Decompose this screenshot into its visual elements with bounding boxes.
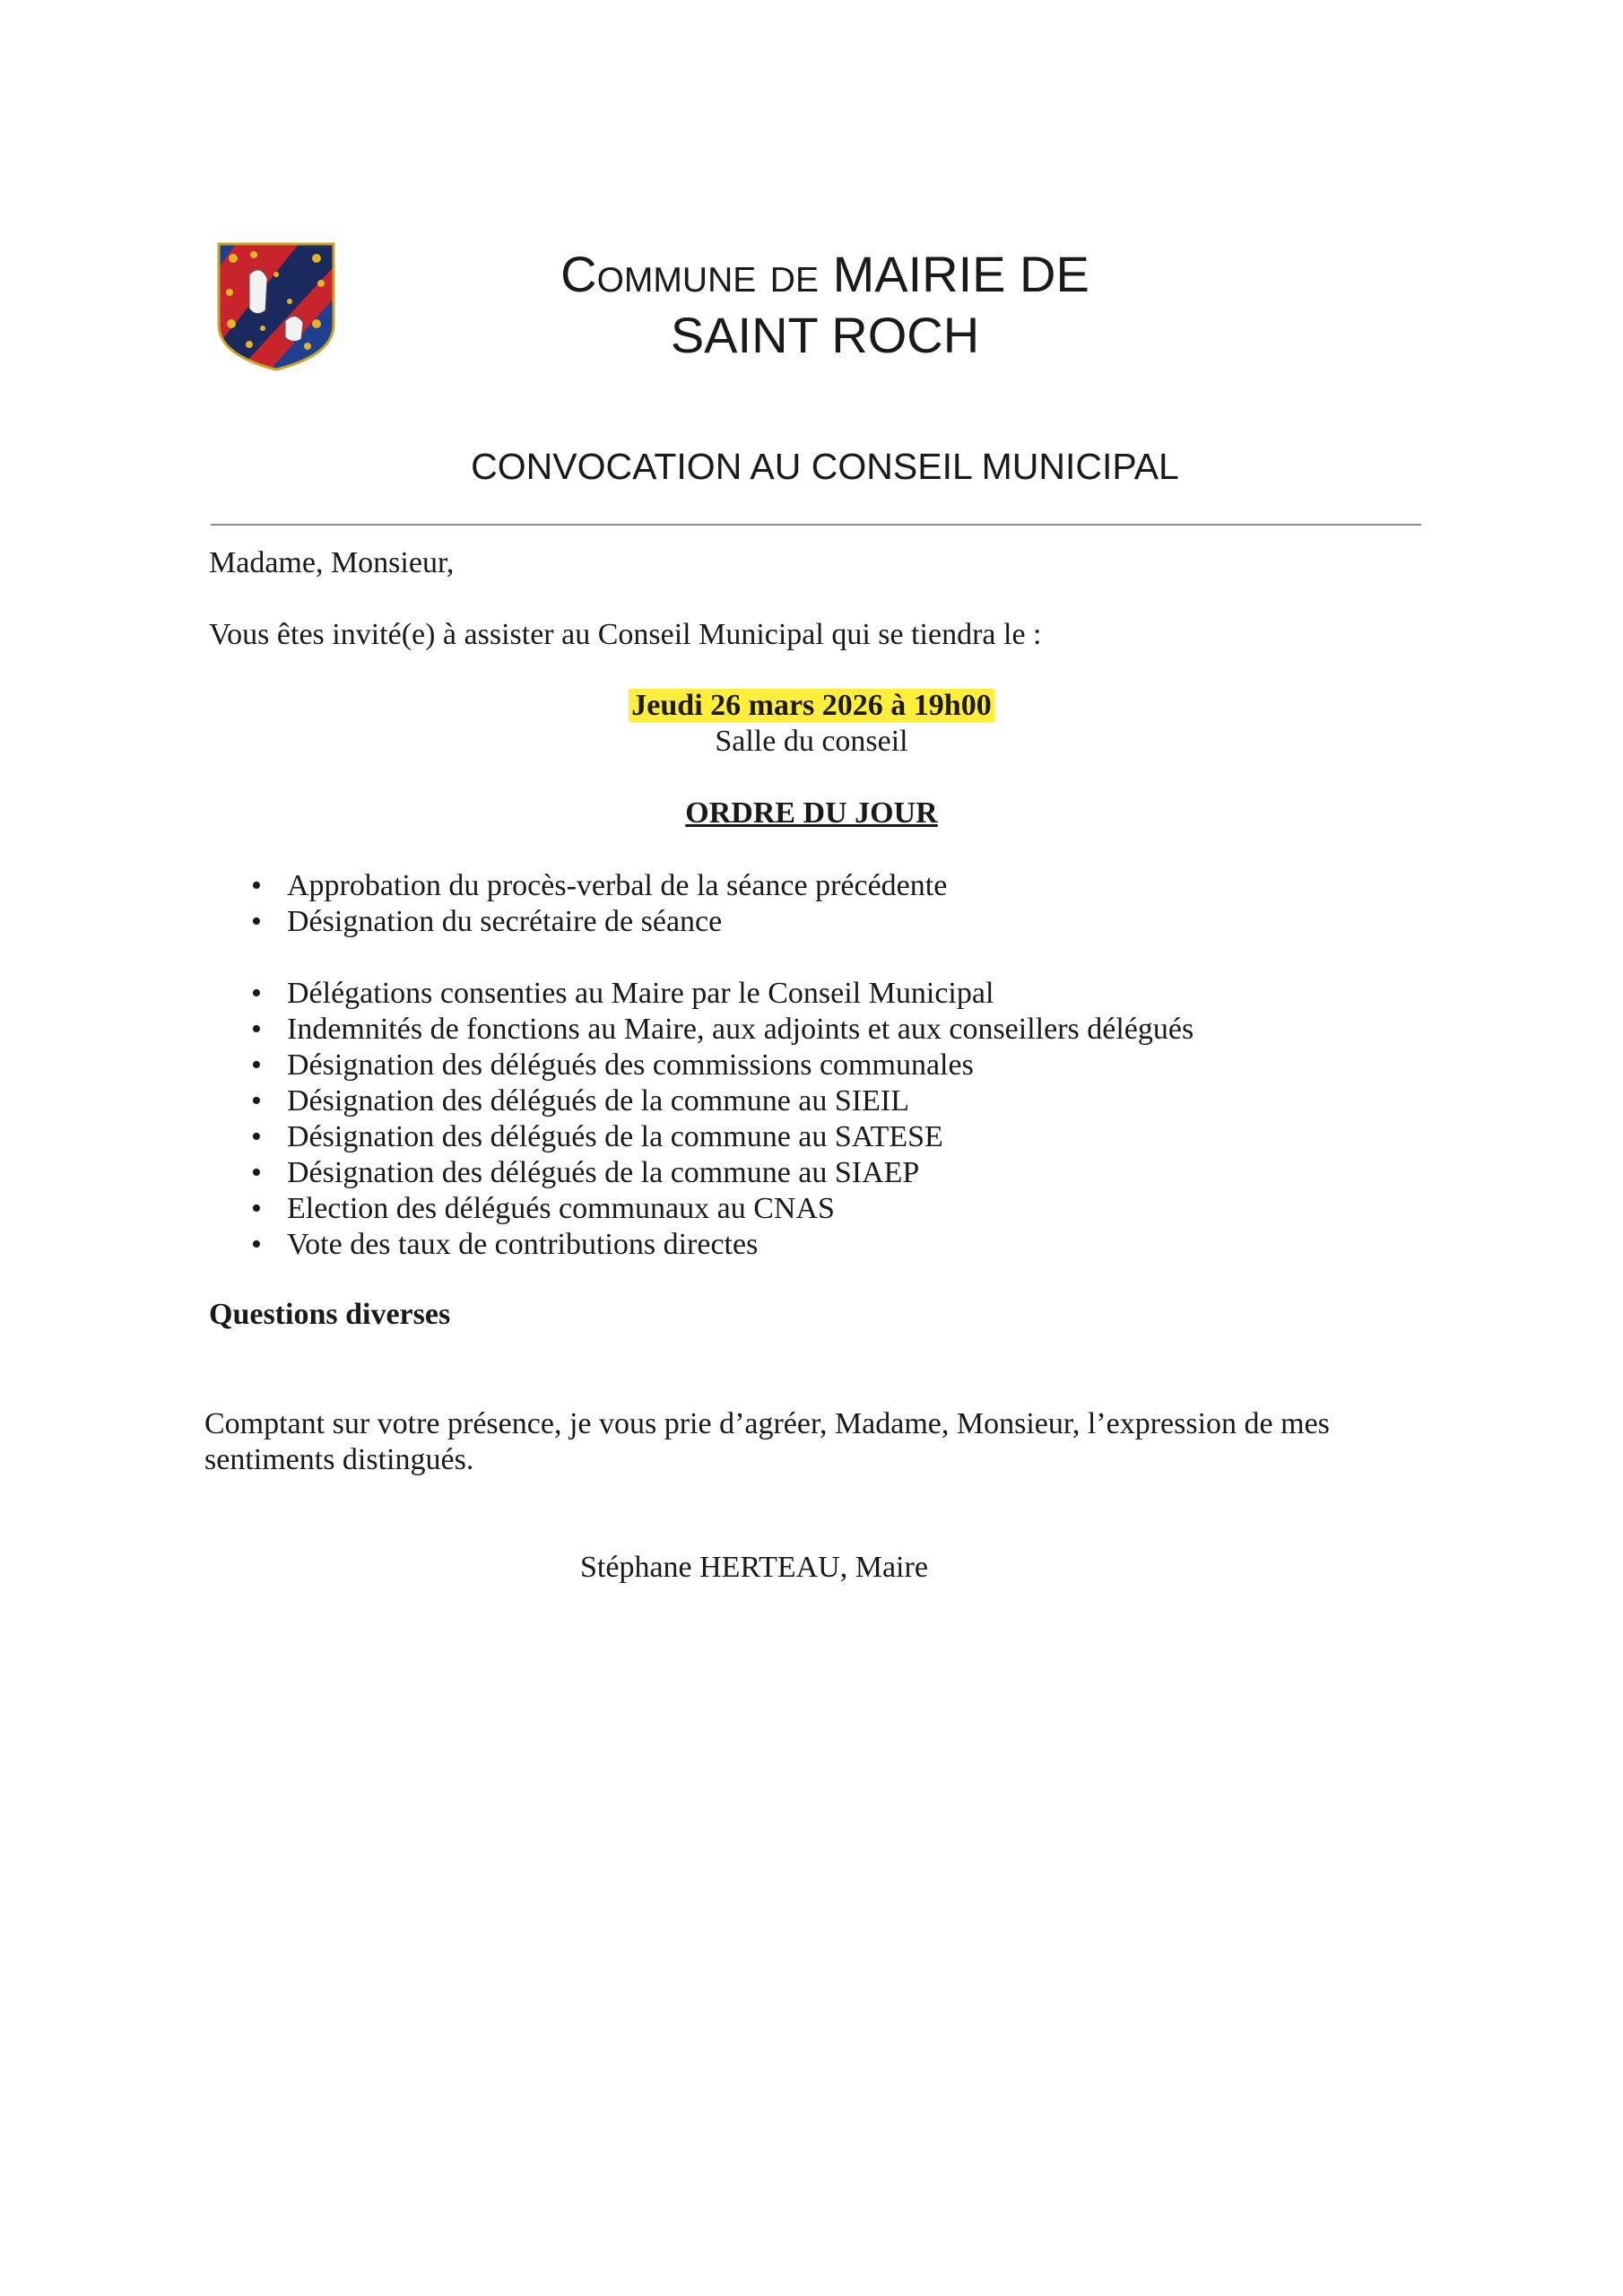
agenda-item-text: Désignation des délégués de la commune au SATESE: [287, 1120, 943, 1153]
bullet-icon: •: [251, 1048, 262, 1082]
intro-paragraph: Vous êtes invité(e) à assister au Conseil Municipal qui se tiendra le :: [209, 618, 1042, 651]
bullet-icon: •: [251, 869, 262, 902]
agenda-item-text: Désignation des délégués des commissions communales: [287, 1048, 974, 1082]
bullet-icon: •: [251, 977, 262, 1010]
agenda-item-text: Indemnités de fonctions au Maire, aux adjoints et aux conseillers délégués: [287, 1013, 1194, 1046]
meeting-date-highlight: Jeudi 26 mars 2026 à 19h00: [629, 689, 994, 722]
list-item: [251, 1048, 1193, 1083]
list-item: [251, 868, 947, 904]
header-divider: [211, 524, 1421, 526]
title-line-2: SAINT ROCH: [670, 307, 980, 363]
meeting-date: [0, 688, 1623, 724]
agenda-title: ORDRE DU JOUR: [685, 796, 938, 830]
agenda-item-text: Désignation des délégués de la commune au SIEIL: [287, 1084, 909, 1118]
agenda-item-text: Désignation des délégués de la commune au SIAEP: [287, 1156, 920, 1189]
list-item: [251, 1012, 1193, 1048]
list-item: [251, 1119, 1193, 1155]
bullet-icon: •: [251, 1120, 262, 1153]
bullet-icon: •: [251, 905, 262, 938]
bullet-icon: •: [251, 1084, 262, 1118]
municipality-title: [377, 244, 1273, 366]
list-item: [251, 976, 1193, 1012]
agenda-item-text: Désignation du secrétaire de séance: [287, 905, 723, 938]
greeting: Madame, Monsieur,: [209, 546, 455, 579]
list-item: [251, 1227, 1193, 1263]
bullet-icon: •: [251, 1156, 262, 1189]
agenda-list-2: [251, 976, 1193, 1263]
closing-paragraph: Comptant sur votre présence, je vous prie d’agréer, Madame, Monsieur, l’expression de mes sentiments distingués.: [204, 1407, 1330, 1476]
document-title: CONVOCATION AU CONSEIL MUNICIPAL: [471, 446, 1179, 487]
agenda-list-1: [251, 868, 947, 940]
coat-of-arms-icon: [213, 239, 339, 373]
agenda-item-text: Vote des taux de contributions directes: [287, 1228, 759, 1261]
agenda-item-text: Election des délégués communaux au CNAS: [287, 1192, 835, 1225]
title-suffix: MAIRIE DE: [832, 246, 1089, 302]
meeting-place: Salle du conseil: [715, 725, 908, 758]
questions-heading: Questions diverses: [209, 1298, 451, 1331]
list-item: [251, 1155, 1193, 1191]
title-prefix: Commune de: [560, 246, 819, 302]
bullet-icon: •: [251, 1192, 262, 1225]
list-item: [251, 1191, 1193, 1227]
signature: Stéphane HERTEAU, Maire: [580, 1551, 928, 1584]
agenda-item-text: Délégations consenties au Maire par le Conseil Municipal: [287, 977, 994, 1010]
bullet-icon: •: [251, 1228, 262, 1261]
bullet-icon: •: [251, 1013, 262, 1046]
agenda-item-text: Approbation du procès-verbal de la séance précédente: [287, 869, 948, 902]
list-item: [251, 1083, 1193, 1119]
list-item: [251, 904, 947, 940]
